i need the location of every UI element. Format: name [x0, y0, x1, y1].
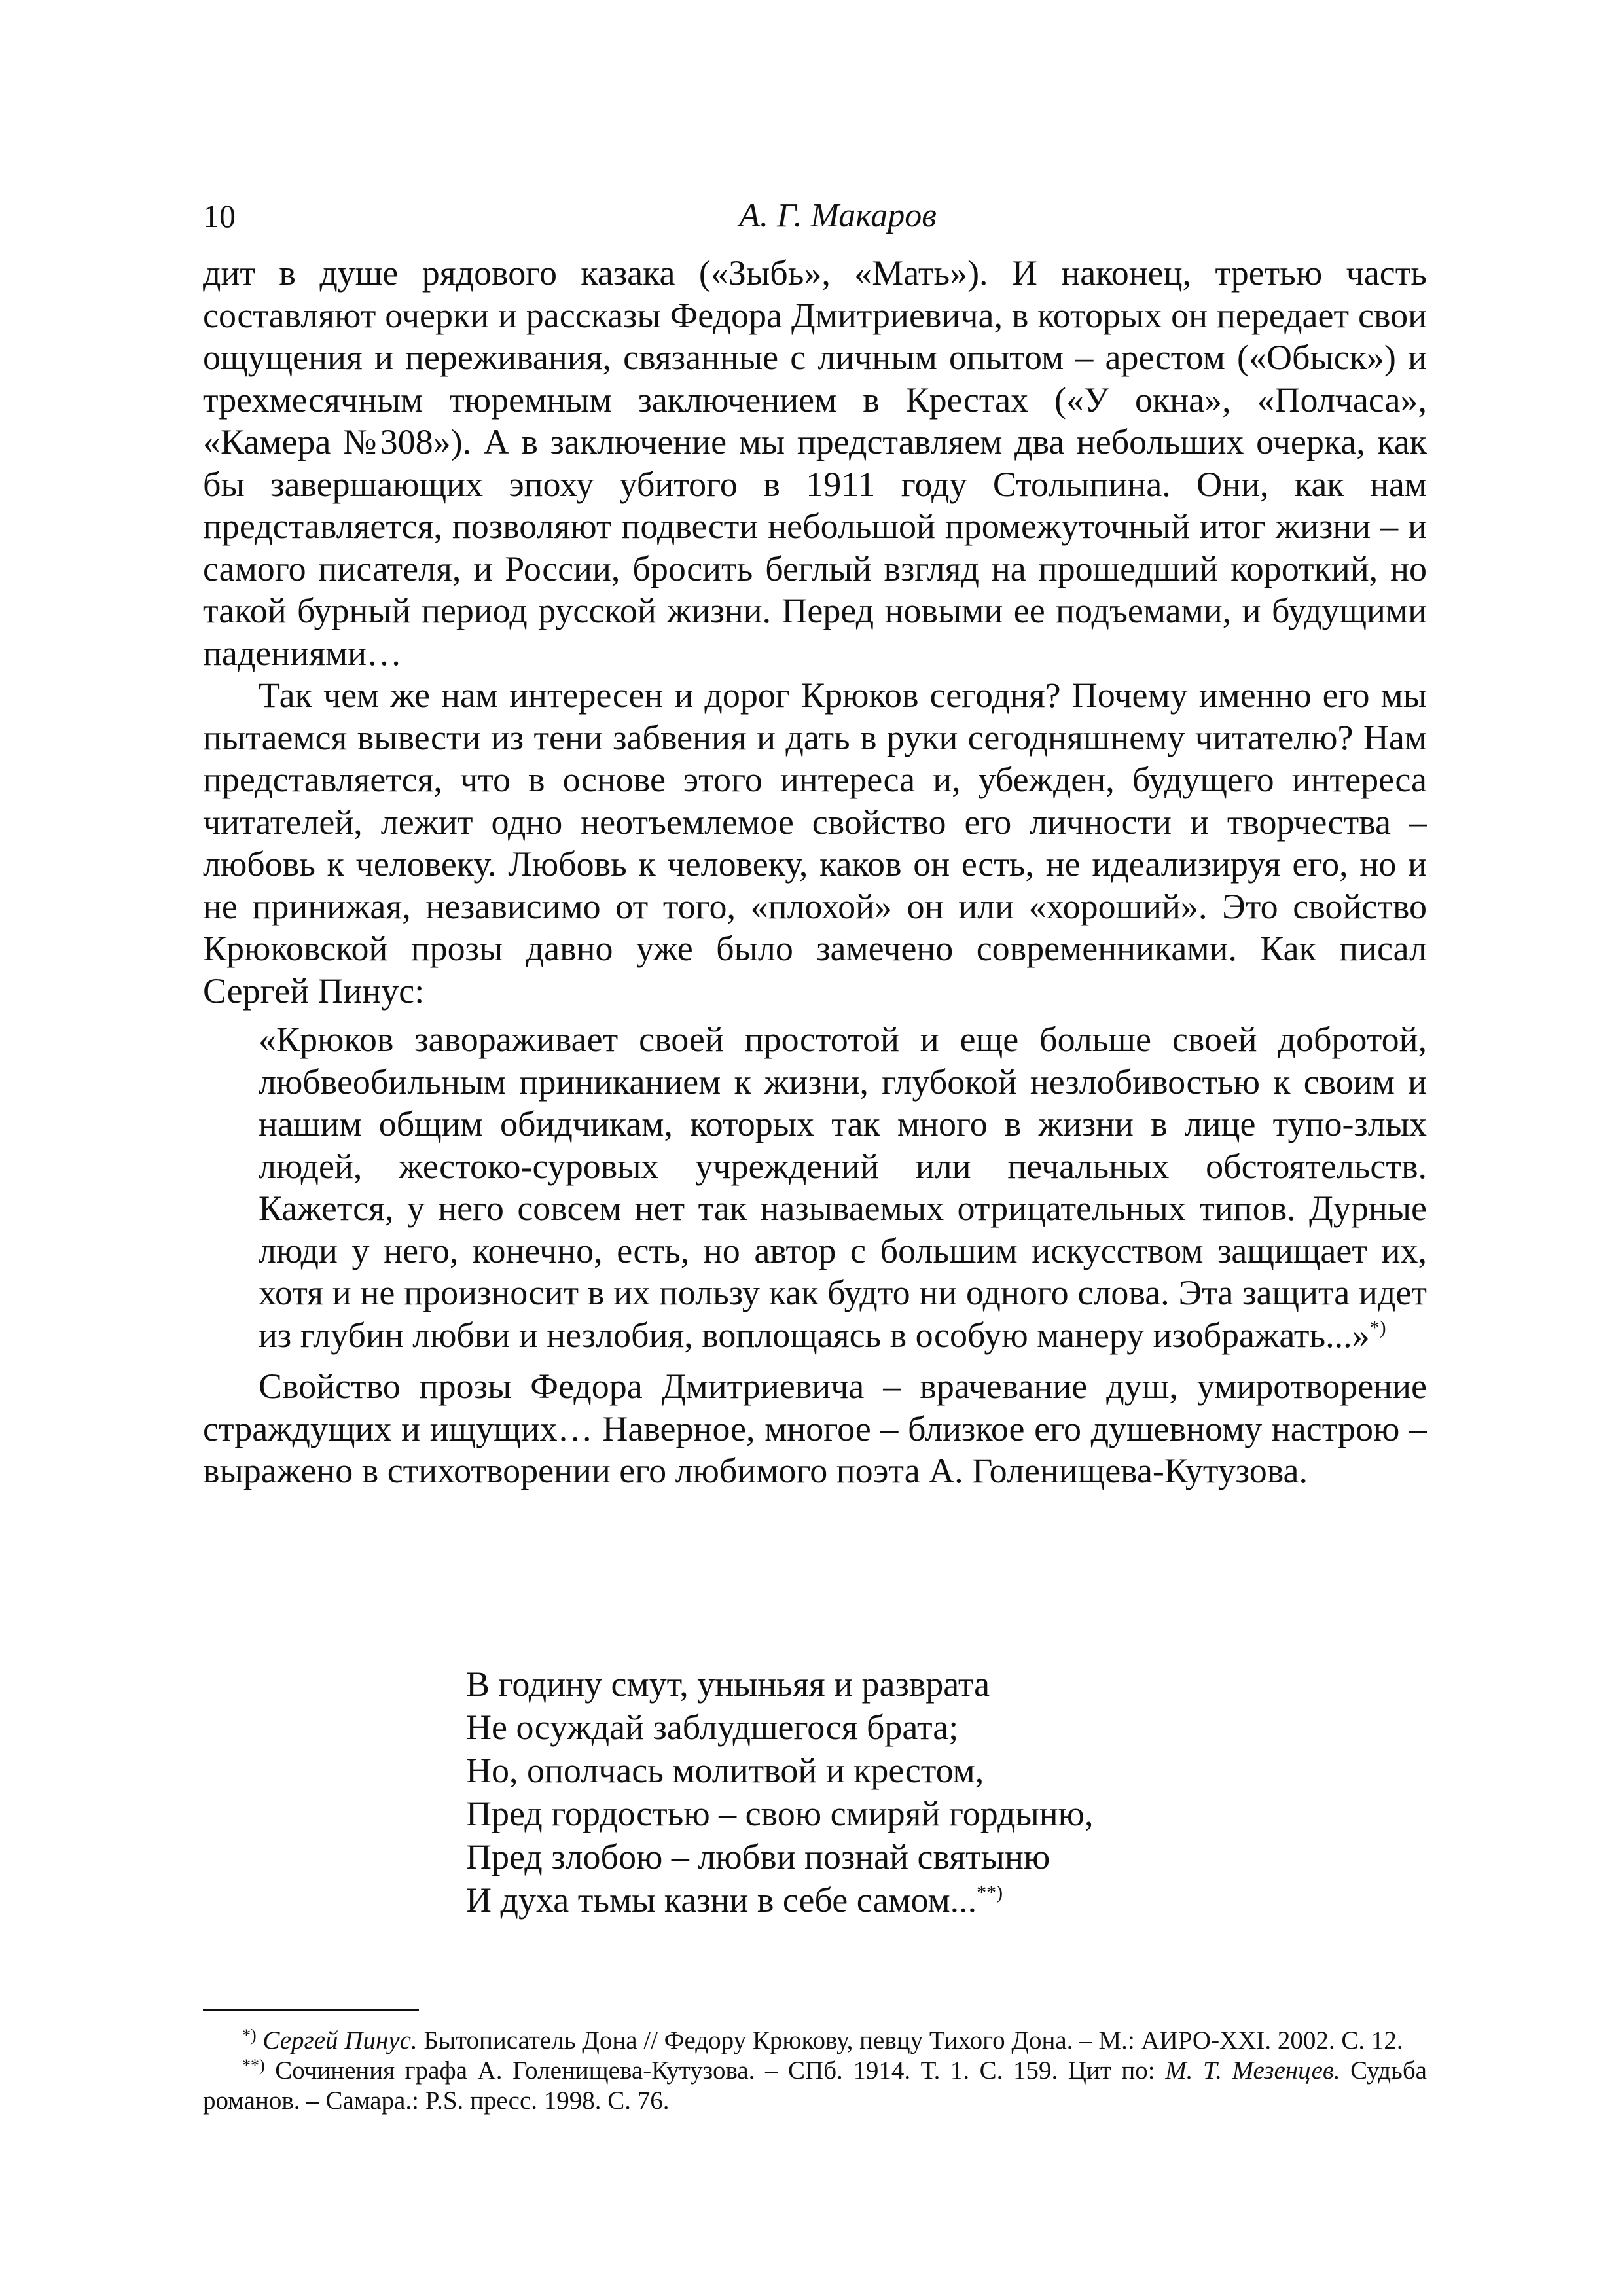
footnote-2: [203, 2056, 1427, 2116]
footnote-separator: [203, 2009, 419, 2011]
footnote-text: Сочинения графа А. Голенищева-Кутузова. – СПб. 1914. Т. 1. С. 159. Цит по:: [264, 2056, 1166, 2085]
footnote-ref-2: **): [977, 1882, 1003, 1903]
paragraph: Так чем же нам интересен и дорог Крюков сегодня? Почему именно его мы пытаемся вывести из тени забвения и дать в руки сегодняшнему читателю? Нам представляется, что в основе этого интереса и, убежден, будущего интереса читателей, лежит одно неотъемлемое свойство его личности и творчества – любовь к человеку. Любовь к человеку, каков он есть, не идеализируя его, но и не принижая, независимо от того, «плохой» он или «хороший». Это свойство Крюковской прозы давно уже было замечено современниками. Как писал Сергей Пинус:: [203, 675, 1427, 1011]
poem-line: Но, ополчась молитвой и крестом,: [466, 1751, 984, 1790]
main-text: [203, 252, 1427, 1492]
block-quote: [203, 1018, 1427, 1356]
page-header: [203, 190, 1433, 242]
poem-line: В годину смут, уныньяя и разврата: [466, 1664, 990, 1704]
footnote-text: Судьба романов. – Самара.: P.S. пресс. 1998. С. 76.: [203, 2056, 1427, 2115]
poem-line-last: [466, 1878, 1093, 1922]
quote-body: «Крюков завораживает своей простотой и еще больше своей добротой, любвеобильным приниканием к жизни, глубокой незлобивостью к своим и нашим общим обидчикам, которых так много в жизни в лице тупо-злых людей, жестоко-суровых учреждений или печальных обстоятельств. Кажется, у него совсем нет так называемых отрицательных типов. Дурные люди у него, конечно, есть, но автор с большим искусством защищает их, хотя и не произносит в их пользу как будто ни одного слова. Эта защита идет из глубин любви и незлобия, воплощаясь в особую манеру изображать...»: [259, 1020, 1427, 1355]
poem-line-text: И духа тьмы казни в себе самом...: [466, 1880, 977, 1920]
poem: [466, 1662, 1093, 1922]
footnote-author: Сергей Пинус.: [262, 2026, 418, 2054]
quote-text: [259, 1018, 1427, 1356]
footnote-mark: **): [242, 2056, 265, 2075]
poem-line: Не осуждай заблудшегося брата;: [466, 1708, 959, 1747]
paragraph-continued: дит в душе рядового казака («Зыбь», «Мать»). И наконец, третью часть составляют очерки и рассказы Федора Дмитриевича, в которых он передает свои ощущения и переживания, связанные с личным опытом – арестом («Обыск») и трехмесячным тюремным заключением в Крестах («У окна», «Полчаса», «Камера №308»). А в заключение мы представляем два небольших очерка, как бы завершающих эпоху убитого в 1911 году Столыпина. Они, как нам представляется, позволяют подвести небольшой промежуточный итог жизни – и самого писателя, и России, бросить беглый взгляд на прошедший короткий, но такой бурный период русской жизни. Перед новыми ее подъемами, и будущими падениями…: [203, 253, 1427, 673]
running-head: А. Г. Макаров: [739, 197, 937, 234]
footnote-ref-1: *): [1369, 1316, 1386, 1338]
poem-line: Пред злобою – любви познай святыню: [466, 1837, 1050, 1876]
paragraph: Свойство прозы Федора Дмитриевича – врачевание душ, умиротворение страждущих и ищущих… Наверное, многое – близкое его душевному настрою – выражено в стихотворении его любимого поэта А. Голенищева-Кутузова.: [203, 1367, 1427, 1490]
footnote-1: [203, 2026, 1427, 2056]
footnotes: [203, 2026, 1427, 2116]
page-number: 10: [203, 198, 236, 234]
footnote-mark: *): [242, 2026, 257, 2045]
footnote-text: Бытописатель Дона // Федору Крюкову, певцу Тихого Дона. – М.: АИРО-XXI. 2002. С. 12.: [417, 2026, 1403, 2054]
poem-line: Пред гордостью – свою смиряй гордыню,: [466, 1794, 1094, 1833]
footnote-author: М. Т. Мезенцев.: [1165, 2056, 1340, 2085]
